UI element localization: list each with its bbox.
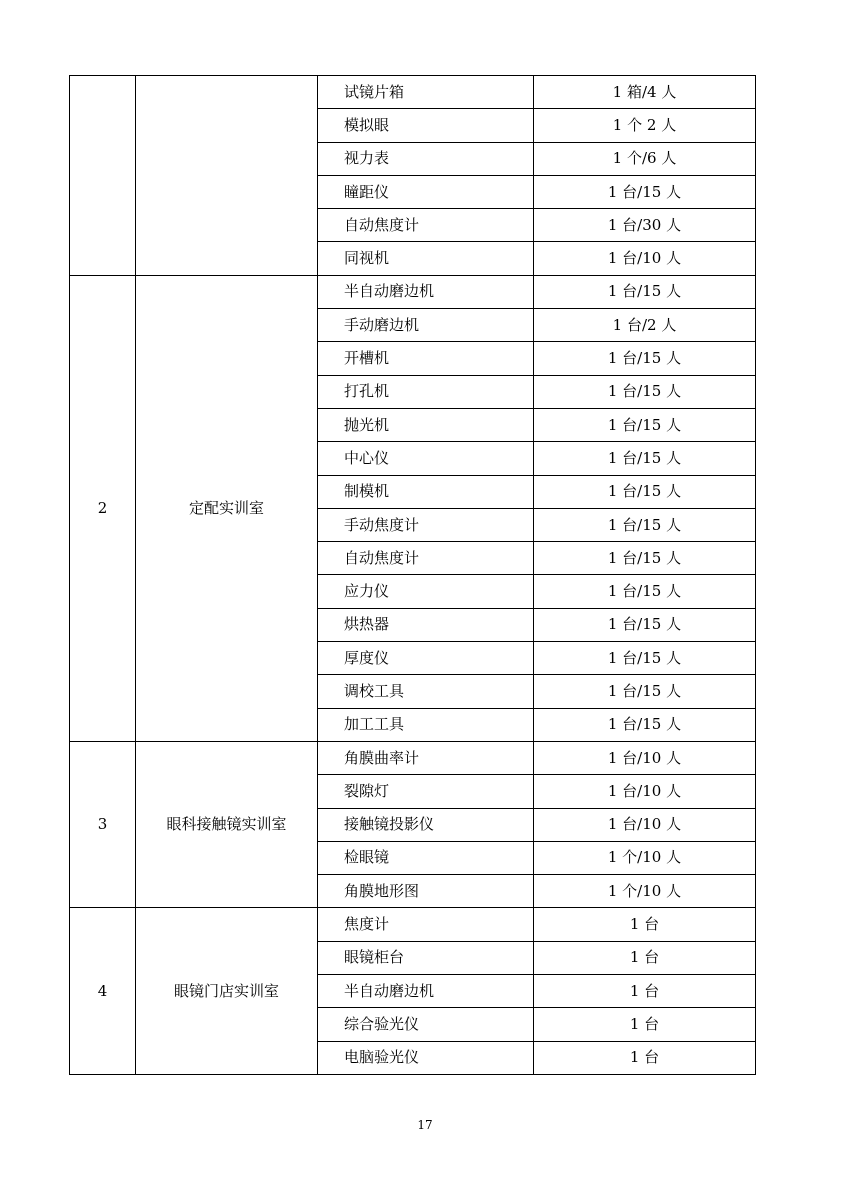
quantity-cell: 1 台/15 人 xyxy=(534,542,756,575)
row-number-cell: 2 xyxy=(70,275,136,741)
equipment-cell: 视力表 xyxy=(318,142,534,175)
quantity-cell: 1 台 xyxy=(534,908,756,941)
equipment-cell: 试镜片箱 xyxy=(318,76,534,109)
quantity-cell: 1 台/15 人 xyxy=(534,375,756,408)
quantity-cell: 1 台/15 人 xyxy=(534,708,756,741)
equipment-cell: 厚度仪 xyxy=(318,642,534,675)
equipment-cell: 开槽机 xyxy=(318,342,534,375)
equipment-cell: 裂隙灯 xyxy=(318,775,534,808)
quantity-cell: 1 台/15 人 xyxy=(534,442,756,475)
equipment-table xyxy=(69,75,756,1075)
quantity-cell: 1 台/10 人 xyxy=(534,775,756,808)
equipment-cell: 手动磨边机 xyxy=(318,309,534,342)
equipment-cell: 中心仪 xyxy=(318,442,534,475)
quantity-cell: 1 个/10 人 xyxy=(534,841,756,874)
equipment-cell: 打孔机 xyxy=(318,375,534,408)
table-body xyxy=(70,76,756,1075)
equipment-cell: 半自动磨边机 xyxy=(318,975,534,1008)
quantity-cell: 1 个/6 人 xyxy=(534,142,756,175)
quantity-cell: 1 台 xyxy=(534,941,756,974)
equipment-cell: 烘热器 xyxy=(318,608,534,641)
quantity-cell: 1 台/10 人 xyxy=(534,242,756,275)
quantity-cell: 1 台 xyxy=(534,975,756,1008)
equipment-cell: 同视机 xyxy=(318,242,534,275)
equipment-cell: 半自动磨边机 xyxy=(318,275,534,308)
quantity-cell: 1 台/15 人 xyxy=(534,642,756,675)
quantity-cell: 1 台/15 人 xyxy=(534,175,756,208)
equipment-cell: 电脑验光仪 xyxy=(318,1041,534,1074)
equipment-cell: 手动焦度计 xyxy=(318,508,534,541)
page-number: 17 xyxy=(417,1118,433,1132)
quantity-cell: 1 台/15 人 xyxy=(534,475,756,508)
equipment-cell: 瞳距仪 xyxy=(318,175,534,208)
equipment-cell: 模拟眼 xyxy=(318,109,534,142)
equipment-cell: 综合验光仪 xyxy=(318,1008,534,1041)
quantity-cell: 1 台/30 人 xyxy=(534,209,756,242)
equipment-cell: 眼镜柜台 xyxy=(318,941,534,974)
quantity-cell: 1 台/15 人 xyxy=(534,275,756,308)
equipment-cell: 检眼镜 xyxy=(318,841,534,874)
quantity-cell: 1 台/15 人 xyxy=(534,508,756,541)
quantity-cell: 1 台/15 人 xyxy=(534,408,756,441)
quantity-cell: 1 台 xyxy=(534,1041,756,1074)
quantity-cell: 1 台 xyxy=(534,1008,756,1041)
equipment-cell: 制模机 xyxy=(318,475,534,508)
table-row xyxy=(70,908,756,941)
table-row xyxy=(70,76,756,109)
training-room-cell xyxy=(136,76,318,276)
training-room-cell: 定配实训室 xyxy=(136,275,318,741)
equipment-cell: 抛光机 xyxy=(318,408,534,441)
table-row xyxy=(70,275,756,308)
equipment-cell: 调校工具 xyxy=(318,675,534,708)
row-number-cell: 3 xyxy=(70,741,136,907)
equipment-cell: 角膜地形图 xyxy=(318,875,534,908)
training-room-cell: 眼科接触镜实训室 xyxy=(136,741,318,907)
quantity-cell: 1 台/15 人 xyxy=(534,575,756,608)
equipment-cell: 加工工具 xyxy=(318,708,534,741)
quantity-cell: 1 台/10 人 xyxy=(534,741,756,774)
equipment-cell: 角膜曲率计 xyxy=(318,741,534,774)
training-room-cell: 眼镜门店实训室 xyxy=(136,908,318,1074)
row-number-cell: 4 xyxy=(70,908,136,1074)
quantity-cell: 1 台/15 人 xyxy=(534,608,756,641)
equipment-cell: 接触镜投影仪 xyxy=(318,808,534,841)
quantity-cell: 1 箱/4 人 xyxy=(534,76,756,109)
quantity-cell: 1 台/10 人 xyxy=(534,808,756,841)
quantity-cell: 1 台/15 人 xyxy=(534,342,756,375)
quantity-cell: 1 个 2 人 xyxy=(534,109,756,142)
row-number-cell xyxy=(70,76,136,276)
quantity-cell: 1 台/2 人 xyxy=(534,309,756,342)
equipment-cell: 自动焦度计 xyxy=(318,542,534,575)
table-row xyxy=(70,741,756,774)
equipment-cell: 焦度计 xyxy=(318,908,534,941)
quantity-cell: 1 个/10 人 xyxy=(534,875,756,908)
quantity-cell: 1 台/15 人 xyxy=(534,675,756,708)
equipment-cell: 应力仪 xyxy=(318,575,534,608)
equipment-cell: 自动焦度计 xyxy=(318,209,534,242)
